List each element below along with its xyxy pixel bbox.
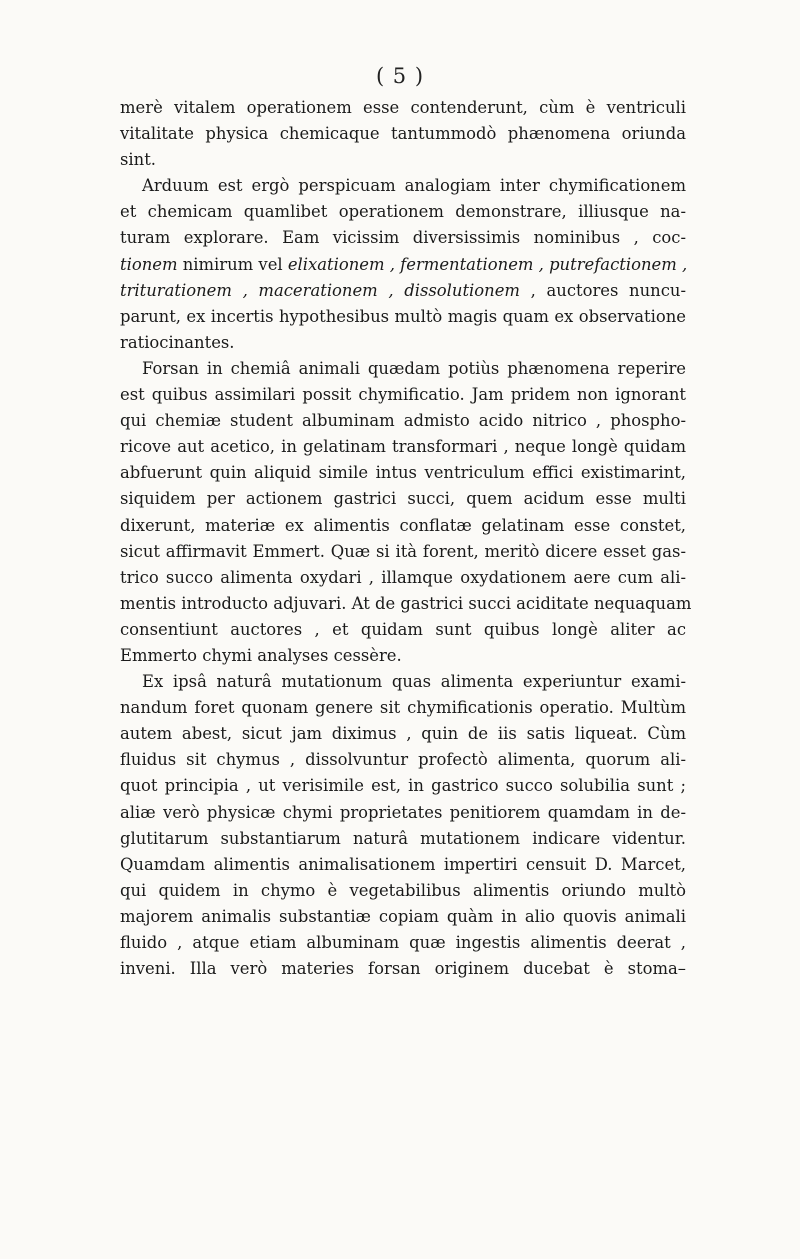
text-line: qui chemiæ student albuminam admisto acido nitrico , phospho- — [120, 411, 686, 431]
text-line: nandum foret quonam genere sit chymificationis operatio. Multùm — [120, 698, 686, 718]
text-line: consentiunt auctores , et quidam sunt quibus longè aliter ac — [120, 619, 686, 639]
text-line — [120, 252, 686, 278]
text-line: autem abest, sicut jam diximus , quin de iis satis liqueat. Cùm — [120, 724, 686, 744]
text-line: sicut affirmavit Emmert. Quæ si ità forent, meritò dicere esset gas- — [120, 541, 686, 561]
text-line: ricove aut acetico, in gelatinam transformari , neque longè quidam — [120, 437, 686, 457]
text-line: Quamdam alimentis animalisationem impertiri censuit D. Marcet, — [120, 854, 686, 874]
text-line: qui quidem in chymo è vegetabilibus alimentis oriundo multò — [120, 880, 686, 900]
text-line: quot principia , ut verisimile est, in gastrico succo solubilia sunt ; — [120, 776, 686, 796]
text-line: trico succo alimenta oxydari , illamque oxydationem aere cum ali- — [120, 567, 686, 587]
text-line: inveni. Illa verò materies forsan originem ducebat è stoma– — [120, 959, 686, 979]
text-line: parunt, ex incertis hypothesibus multò magis quam ex observatione — [120, 306, 686, 326]
text-line: abfuerunt quin aliquid simile intus ventriculum effici existimarint, — [120, 463, 686, 483]
text-line — [120, 278, 686, 304]
text-line: fluido , atque etiam albuminam quæ ingestis alimentis deerat , — [120, 933, 686, 952]
italic-term: triturationem , macerationem , dissolutionem — [120, 280, 520, 300]
plain-text: nimirum vel — [177, 254, 288, 274]
text-line: turam explorare. Eam vicissim diversissimis nominibus , coc- — [120, 228, 686, 248]
body-text — [120, 95, 692, 982]
text-line: et chemicam quamlibet operationem demonstrare, illiusque na- — [120, 202, 686, 222]
text-line: merè vitalem operationem esse contenderunt, cùm è ventriculi — [120, 98, 686, 117]
text-line: majorem animalis substantiæ copiam quàm in alio quovis animali — [120, 906, 686, 926]
italic-term: tionem — [120, 254, 178, 274]
text-line: fluidus sit chymus , dissolvuntur profectò alimenta, quorum ali- — [120, 750, 686, 770]
text-line: siquidem per actionem gastrici succi, quem acidum esse multi — [120, 489, 686, 509]
page-number: ( 5 ) — [375, 64, 425, 88]
text-line: Ex ipsâ naturâ mutationum quas alimenta experiuntur exami- — [142, 672, 686, 692]
text-line: Arduum est ergò perspicuam analogiam inter chymificationem — [142, 176, 686, 196]
plain-text: , auctores nuncu- — [519, 280, 686, 300]
text-line: ratiocinantes. — [120, 332, 235, 352]
text-line: Forsan in chemiâ animali quædam potiùs phænomena reperire — [142, 358, 686, 378]
text-line: dixerunt, materiæ ex alimentis conflatæ gelatinam esse constet, — [120, 515, 686, 535]
text-line: glutitarum substantiarum naturâ mutationem indicare videntur. — [120, 828, 686, 848]
text-line: sint. — [120, 150, 157, 170]
text-line: vitalitate physica chemicaque tantummodò phænomena oriunda — [120, 124, 686, 144]
text-line: est quibus assimilari possit chymificatio. Jam pridem non ignorant — [120, 385, 686, 405]
text-line: mentis introducto adjuvari. At de gastrici succi aciditate nequaquam — [120, 593, 692, 613]
text-line: Emmerto chymi analyses cessère. — [120, 645, 402, 665]
text-line: aliæ verò physicæ chymi proprietates penitiorem quamdam in de- — [120, 802, 686, 822]
italic-term: elixationem , fermentationem , putrefactionem , — [287, 254, 688, 274]
